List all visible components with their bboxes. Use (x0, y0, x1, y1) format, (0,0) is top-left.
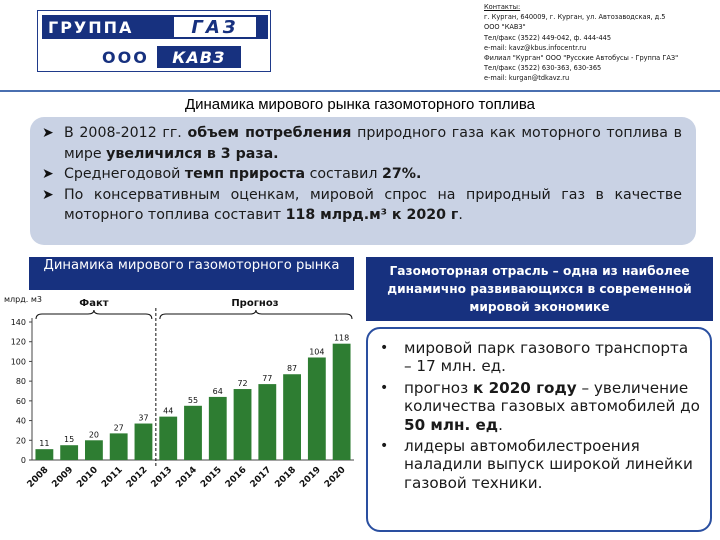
bar-value-label: 15 (64, 435, 75, 445)
x-tick-label: 2011 (100, 465, 125, 490)
text-run: мировой парк газового транспорта – 17 млн. ед. (404, 339, 689, 376)
bar-value-label: 11 (39, 439, 50, 449)
y-tick-label: 120 (10, 337, 26, 347)
contacts-block (484, 2, 720, 84)
bar (258, 384, 276, 460)
emphasis-text: увеличился в 3 раза. (106, 145, 279, 162)
emphasis-text: 50 млн. ед (404, 415, 499, 434)
text-run: В 2008-2012 гг. (64, 125, 188, 141)
header-divider (0, 90, 720, 92)
bar (35, 449, 53, 460)
dot-bullet-icon: • (380, 379, 389, 396)
bar (60, 445, 78, 460)
text-run: . (458, 207, 463, 223)
bar-value-label: 87 (286, 364, 298, 374)
fact-label: Факт (79, 298, 109, 309)
text-run: – увеличение количества газовых автомобилей до (404, 378, 700, 416)
x-tick-label: 2009 (50, 465, 76, 490)
bar-value-label: 37 (138, 413, 149, 423)
contacts-title: Контакты: (484, 3, 521, 11)
bar (184, 406, 202, 460)
bar (283, 374, 301, 460)
bar (159, 417, 177, 460)
x-tick-label: 2020 (322, 465, 348, 490)
x-tick-label: 2010 (75, 465, 101, 490)
x-tick-label: 2008 (25, 465, 51, 490)
text-run: составил (305, 166, 382, 182)
x-tick-label: 2018 (273, 465, 299, 490)
fact-bullet-text (404, 339, 700, 376)
summary-bullet (42, 185, 682, 226)
company-logo (37, 10, 271, 72)
bar (209, 397, 227, 460)
dot-bullet-icon: • (380, 340, 389, 356)
bar (333, 344, 351, 460)
bar (135, 424, 153, 460)
x-tick-label: 2014 (174, 465, 200, 490)
logo-text-gaz: ГАЗ (174, 17, 256, 37)
logo-text-ooo: ООО (102, 47, 149, 67)
text-run: По консервативным оценкам, мировой спрос на природный газ в качестве моторного топлива составит (64, 186, 682, 223)
fact-bullet (378, 339, 700, 376)
bar (85, 440, 103, 460)
y-tick-label: 40 (15, 416, 26, 426)
text-run: лидеры автомобилестроения наладили выпуск широкой линейки газовой техники. (404, 437, 693, 492)
x-tick-label: 2013 (149, 465, 175, 490)
bar (110, 433, 128, 460)
bar-value-label: 55 (187, 395, 199, 405)
summary-bullet-text (64, 123, 682, 164)
y-tick-label: 0 (20, 456, 26, 465)
bar (308, 357, 326, 460)
bar-value-label: 27 (113, 423, 124, 433)
text-run: Среднегодовой (64, 166, 185, 182)
fact-bullet-text (404, 437, 700, 492)
x-tick-label: 2017 (248, 465, 274, 490)
industry-facts-panel (366, 327, 712, 532)
logo-text-kavz: КАВЗ (157, 46, 241, 68)
contacts-line: ООО "КАВЗ" (484, 23, 526, 32)
bar-value-label: 20 (88, 430, 100, 440)
bar (234, 389, 252, 460)
bar-value-label: 64 (212, 386, 223, 396)
fact-bullet (378, 379, 700, 434)
fact-bullet-text (404, 379, 700, 434)
arrow-bullet-icon: ➤ (42, 125, 54, 141)
y-tick-label: 60 (15, 396, 26, 406)
bar-value-label: 104 (309, 347, 325, 357)
contacts-line: г. Курган, 640009, г. Курган, ул. Автозаводская, д.5 (484, 13, 666, 22)
summary-bullet (42, 123, 682, 164)
bar-value-label: 44 (163, 406, 174, 416)
text-run: прогноз (404, 378, 473, 397)
contacts-line: e-mail: kavz@kbus.infocentr.ru (484, 43, 587, 52)
emphasis-text: объем потребления (187, 125, 352, 141)
y-tick-label: 100 (10, 357, 26, 367)
logo-text-gruppa: ГРУППА (48, 17, 134, 37)
y-axis-label: млрд. м3 (4, 295, 42, 304)
y-tick-label: 80 (15, 377, 26, 387)
emphasis-text: 118 млрд.м³ к 2020 г (285, 207, 459, 223)
summary-bullet-text (64, 164, 682, 185)
y-tick-label: 20 (15, 436, 26, 446)
page-title: Динамика мирового рынка газомоторного топлива (184, 96, 536, 113)
summary-bullet-text (64, 185, 682, 226)
fact-brace (36, 310, 152, 319)
emphasis-text: темп прироста (184, 166, 306, 182)
forecast-brace (160, 310, 352, 319)
x-tick-label: 2019 (298, 465, 323, 490)
arrow-bullet-icon: ➤ (42, 186, 54, 203)
summary-panel (30, 117, 696, 245)
contacts-line: e-mail: kurgan@tdkavz.ru (484, 74, 570, 83)
bar-value-label: 118 (333, 333, 350, 343)
bar-value-label: 72 (237, 379, 248, 389)
dot-bullet-icon: • (380, 438, 389, 455)
text-run: . (498, 415, 503, 434)
text-run: природного газа как моторного топлива в мире (64, 125, 683, 162)
arrow-bullet-icon: ➤ (42, 166, 54, 182)
emphasis-text: к 2020 году (472, 378, 577, 397)
x-tick-label: 2016 (223, 465, 249, 490)
market-bar-chart (0, 290, 360, 540)
y-tick-label: 140 (10, 318, 26, 327)
x-tick-label: 2015 (199, 465, 224, 490)
bar-value-label: 77 (262, 374, 273, 384)
contacts-line: Тел/факс (3522) 449-042, ф. 444-445 (484, 33, 612, 42)
x-tick-label: 2012 (124, 465, 150, 490)
emphasis-text: 27%. (381, 166, 422, 182)
summary-bullet (42, 164, 682, 185)
fact-bullet (378, 437, 700, 492)
chart-title: Динамика мирового газомоторного рынка (29, 257, 354, 290)
forecast-label: Прогноз (231, 298, 279, 309)
logo-row-kavz (42, 45, 268, 69)
logo-row-group (42, 15, 268, 39)
contacts-line: Филиал "Курган" ООО "Русские Автобусы - Группа ГАЗ" (484, 54, 679, 63)
industry-header: Газомоторная отрасль – одна из наиболее динамично развивающихся в современной мировой экономике (366, 257, 713, 321)
contacts-line: Тел/факс (3522) 630-363, 630-365 (484, 64, 602, 73)
